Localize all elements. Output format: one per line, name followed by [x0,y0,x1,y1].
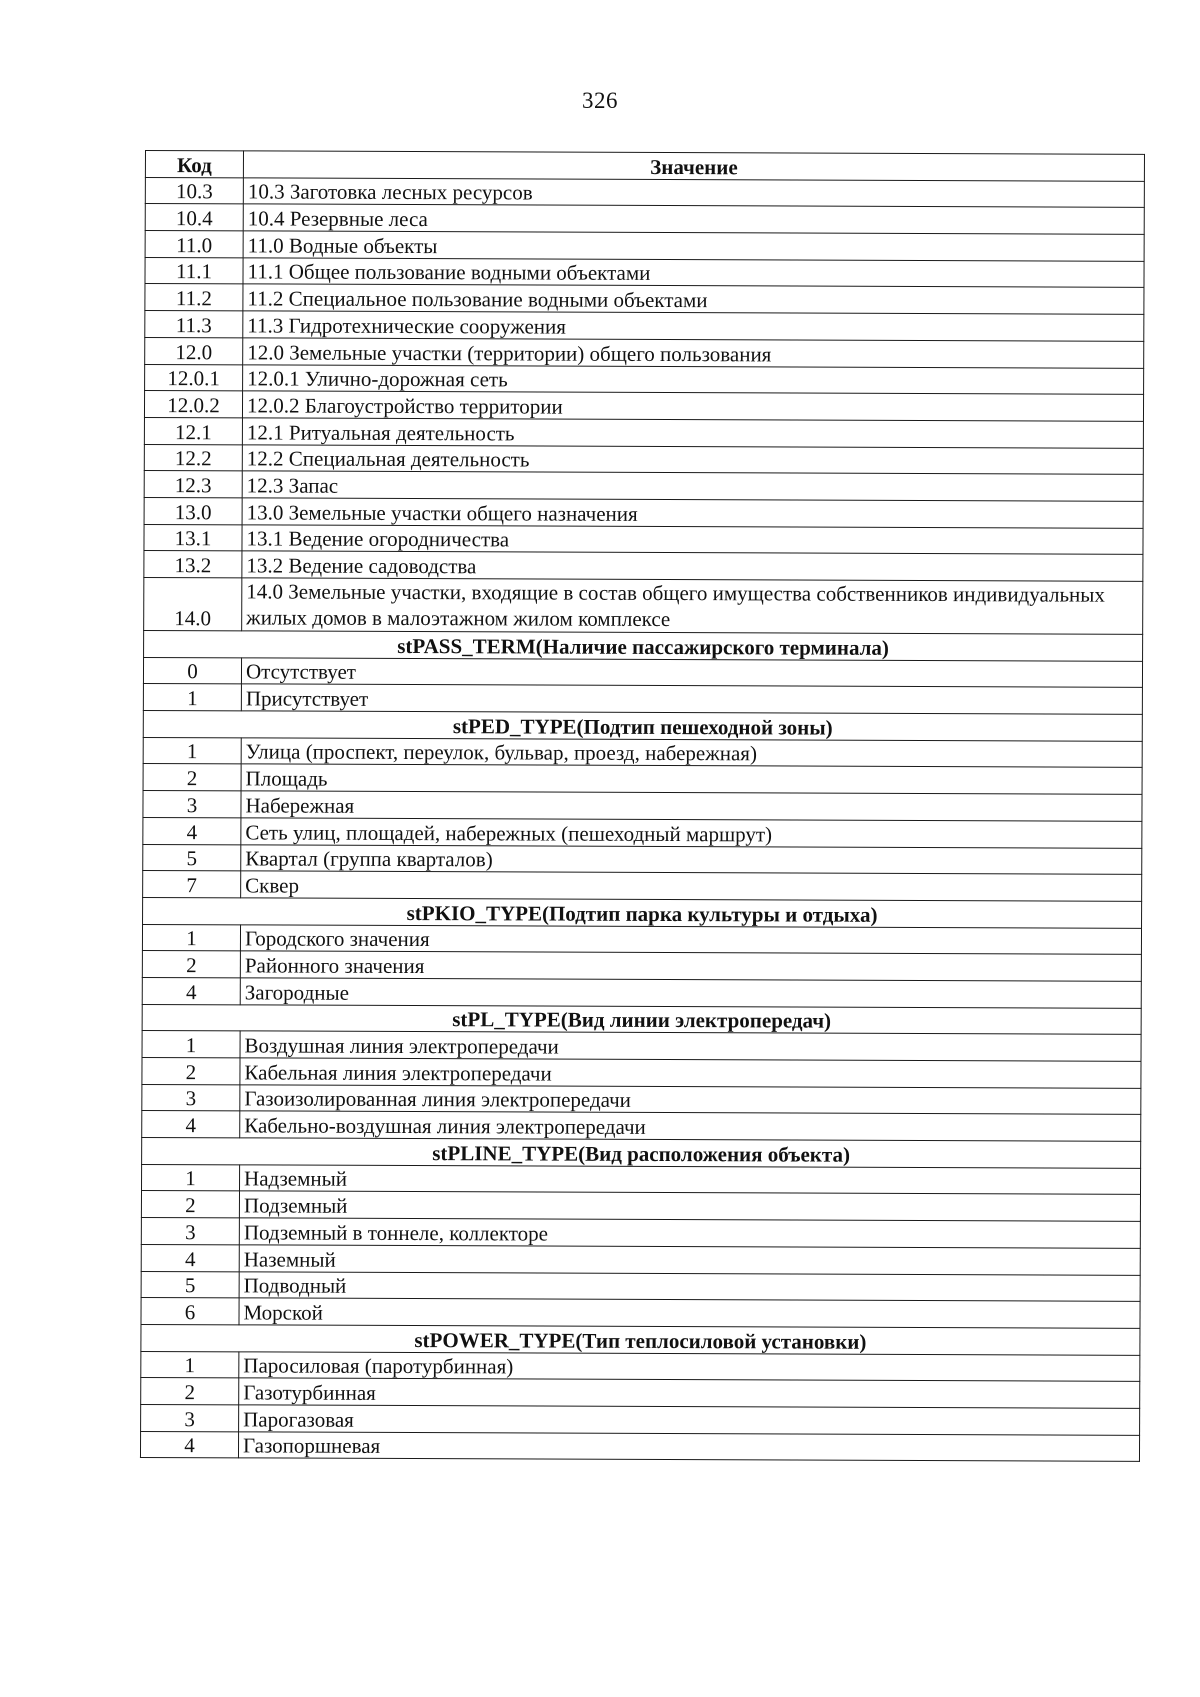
code-cell: 10.3 [145,177,243,204]
code-cell: 3 [141,1404,239,1431]
value-cell: 11.1 Общее пользование водными объектами [243,258,1144,288]
value-cell: Газоизолированная линия электропередачи [240,1085,1141,1115]
table-row [143,791,1142,822]
code-cell: 4 [142,977,240,1004]
value-cell: Присутствует [241,684,1142,714]
table-row [144,391,1143,422]
code-cell: 3 [142,1084,240,1111]
value-cell: Кабельная линия электропередачи [240,1058,1141,1088]
section-title: stPKIO_TYPE(Подтип парка культуры и отдыха) [143,897,1142,928]
code-cell: 14.0 [144,577,242,630]
code-cell: 12.0.1 [145,364,243,391]
table-row [145,311,1144,342]
table-row [143,657,1142,688]
value-cell: Воздушная линия электропередачи [240,1031,1141,1061]
code-cell: 2 [142,1057,240,1084]
table-row [142,1084,1141,1115]
table-row [145,284,1144,315]
section-header-row [143,897,1142,928]
value-cell: Парогазовая [239,1405,1140,1435]
table-row [143,817,1142,848]
value-cell: Загородные [240,978,1141,1008]
table-row [144,497,1143,528]
code-cell: 0 [143,657,241,684]
table-row [145,231,1144,262]
code-cell: 11.3 [145,311,243,338]
code-cell: 12.0 [145,337,243,364]
table-row [143,684,1142,715]
value-cell: 12.1 Ритуальная деятельность [242,418,1143,448]
table-row [142,951,1141,982]
section-header-row [142,1004,1141,1035]
code-cell: 12.1 [144,417,242,444]
code-cell: 3 [143,791,241,818]
value-cell: 12.0.1 Улично-дорожная сеть [243,364,1144,394]
value-cell: Морской [239,1298,1140,1328]
table-row [144,577,1143,634]
section-title: stPED_TYPE(Подтип пешеходной зоны) [143,711,1142,742]
value-cell: Городского значения [240,924,1141,954]
section-title: stPOWER_TYPE(Тип теплосиловой установки) [141,1324,1140,1355]
code-value-table [140,150,1145,1462]
value-cell: Площадь [241,764,1142,794]
value-cell: 10.3 Заготовка лесных ресурсов [243,178,1144,208]
section-header-row [141,1324,1140,1355]
table-row [143,737,1142,768]
code-cell: 12.2 [144,444,242,471]
code-cell: 1 [141,1351,239,1378]
value-cell: 12.0.2 Благоустройство территории [242,391,1143,421]
code-cell: 1 [142,1164,240,1191]
value-cell: Газотурбинная [239,1378,1140,1408]
header-code: Код [145,151,243,178]
code-cell: 1 [143,684,241,711]
value-cell: Сквер [241,871,1142,901]
value-cell: 11.0 Водные объекты [243,231,1144,261]
code-cell: 13.0 [144,497,242,524]
value-cell: Квартал (группа кварталов) [241,844,1142,874]
code-cell: 2 [141,1378,239,1405]
header-value: Значение [243,151,1144,181]
value-cell: 11.3 Гидротехнические сооружения [243,311,1144,341]
value-cell: Паросиловая (паротурбинная) [239,1351,1140,1381]
code-cell: 11.1 [145,257,243,284]
value-cell: Отсутствует [241,658,1142,688]
value-cell: Улица (проспект, переулок, бульвар, проезд, набережная) [241,738,1142,768]
value-cell: 12.2 Специальная деятельность [242,444,1143,474]
code-cell: 2 [143,764,241,791]
section-title: stPASS_TERM(Наличие пассажирского терминала) [144,630,1143,661]
code-cell: 6 [141,1298,239,1325]
value-cell: Газопоршневая [238,1431,1139,1461]
code-cell: 10.4 [145,204,243,231]
value-cell: Надземный [240,1165,1141,1195]
code-cell: 11.2 [145,284,243,311]
table-header-row [145,151,1144,182]
table-row [142,924,1141,955]
value-cell: 13.2 Ведение садоводства [242,551,1143,581]
section-title: stPLINE_TYPE(Вид расположения объекта) [142,1138,1141,1169]
table-row [142,1111,1141,1142]
table-row [142,1057,1141,1088]
code-cell: 4 [140,1431,238,1458]
value-cell: 11.2 Специальное пользование водными объектами [243,284,1144,314]
table-row [145,337,1144,368]
table-row [141,1351,1140,1382]
code-cell: 1 [143,737,241,764]
value-cell: Районного значения [240,951,1141,981]
code-cell: 5 [141,1271,239,1298]
table-row [145,177,1144,208]
table-row [141,1271,1140,1302]
code-cell: 12.0.2 [144,391,242,418]
table-row [144,471,1143,502]
code-cell: 13.1 [144,524,242,551]
value-cell: Подземный в тоннеле, коллекторе [239,1218,1140,1248]
code-cell: 2 [142,951,240,978]
code-cell: 12.3 [144,471,242,498]
table-row [142,1031,1141,1062]
table-row [142,1164,1141,1195]
table-row [143,871,1142,902]
code-cell: 4 [143,817,241,844]
value-cell: Сеть улиц, площадей, набережных (пешеходный маршрут) [241,818,1142,848]
code-cell: 11.0 [145,231,243,258]
table-row [141,1404,1140,1435]
table-row [141,1298,1140,1329]
value-cell: Набережная [241,791,1142,821]
table-body [140,177,1144,1461]
value-cell: Наземный [239,1245,1140,1275]
table-row [143,844,1142,875]
value-cell: Кабельно-воздушная линия электропередачи [240,1111,1141,1141]
table-row [144,444,1143,475]
value-cell: Подземный [239,1191,1140,1221]
section-header-row [142,1138,1141,1169]
section-header-row [143,711,1142,742]
code-cell: 1 [142,1031,240,1058]
code-cell: 5 [143,844,241,871]
table-row [144,417,1143,448]
table-row [143,764,1142,795]
value-cell: 12.0 Земельные участки (территории) общего пользования [243,338,1144,368]
table-row [141,1218,1140,1249]
code-cell: 13.2 [144,551,242,578]
section-title: stPL_TYPE(Вид линии электропередач) [142,1004,1141,1035]
code-cell: 7 [143,871,241,898]
table-row [144,524,1143,555]
code-cell: 3 [141,1218,239,1245]
value-cell: Подводный [239,1271,1140,1301]
table-row [144,551,1143,582]
table-row [145,204,1144,235]
value-cell: 14.0 Земельные участки, входящие в состав общего имущества собственников индивидуальных жилых домов в малоэтажном жилом комплексе [242,578,1143,634]
value-cell: 10.4 Резервные леса [243,204,1144,234]
table-row [141,1244,1140,1275]
value-cell: 13.1 Ведение огородничества [242,525,1143,555]
table-row [140,1431,1139,1462]
code-cell: 4 [141,1244,239,1271]
table-row [145,364,1144,395]
page-number: 326 [582,88,618,113]
table-row [142,977,1141,1008]
value-cell: 13.0 Земельные участки общего назначения [242,498,1143,528]
section-header-row [144,630,1143,661]
value-cell: 12.3 Запас [242,471,1143,501]
code-cell: 4 [142,1111,240,1138]
table-row [141,1191,1140,1222]
table-row [141,1378,1140,1409]
code-cell: 2 [141,1191,239,1218]
table-row [145,257,1144,288]
code-cell: 1 [142,924,240,951]
